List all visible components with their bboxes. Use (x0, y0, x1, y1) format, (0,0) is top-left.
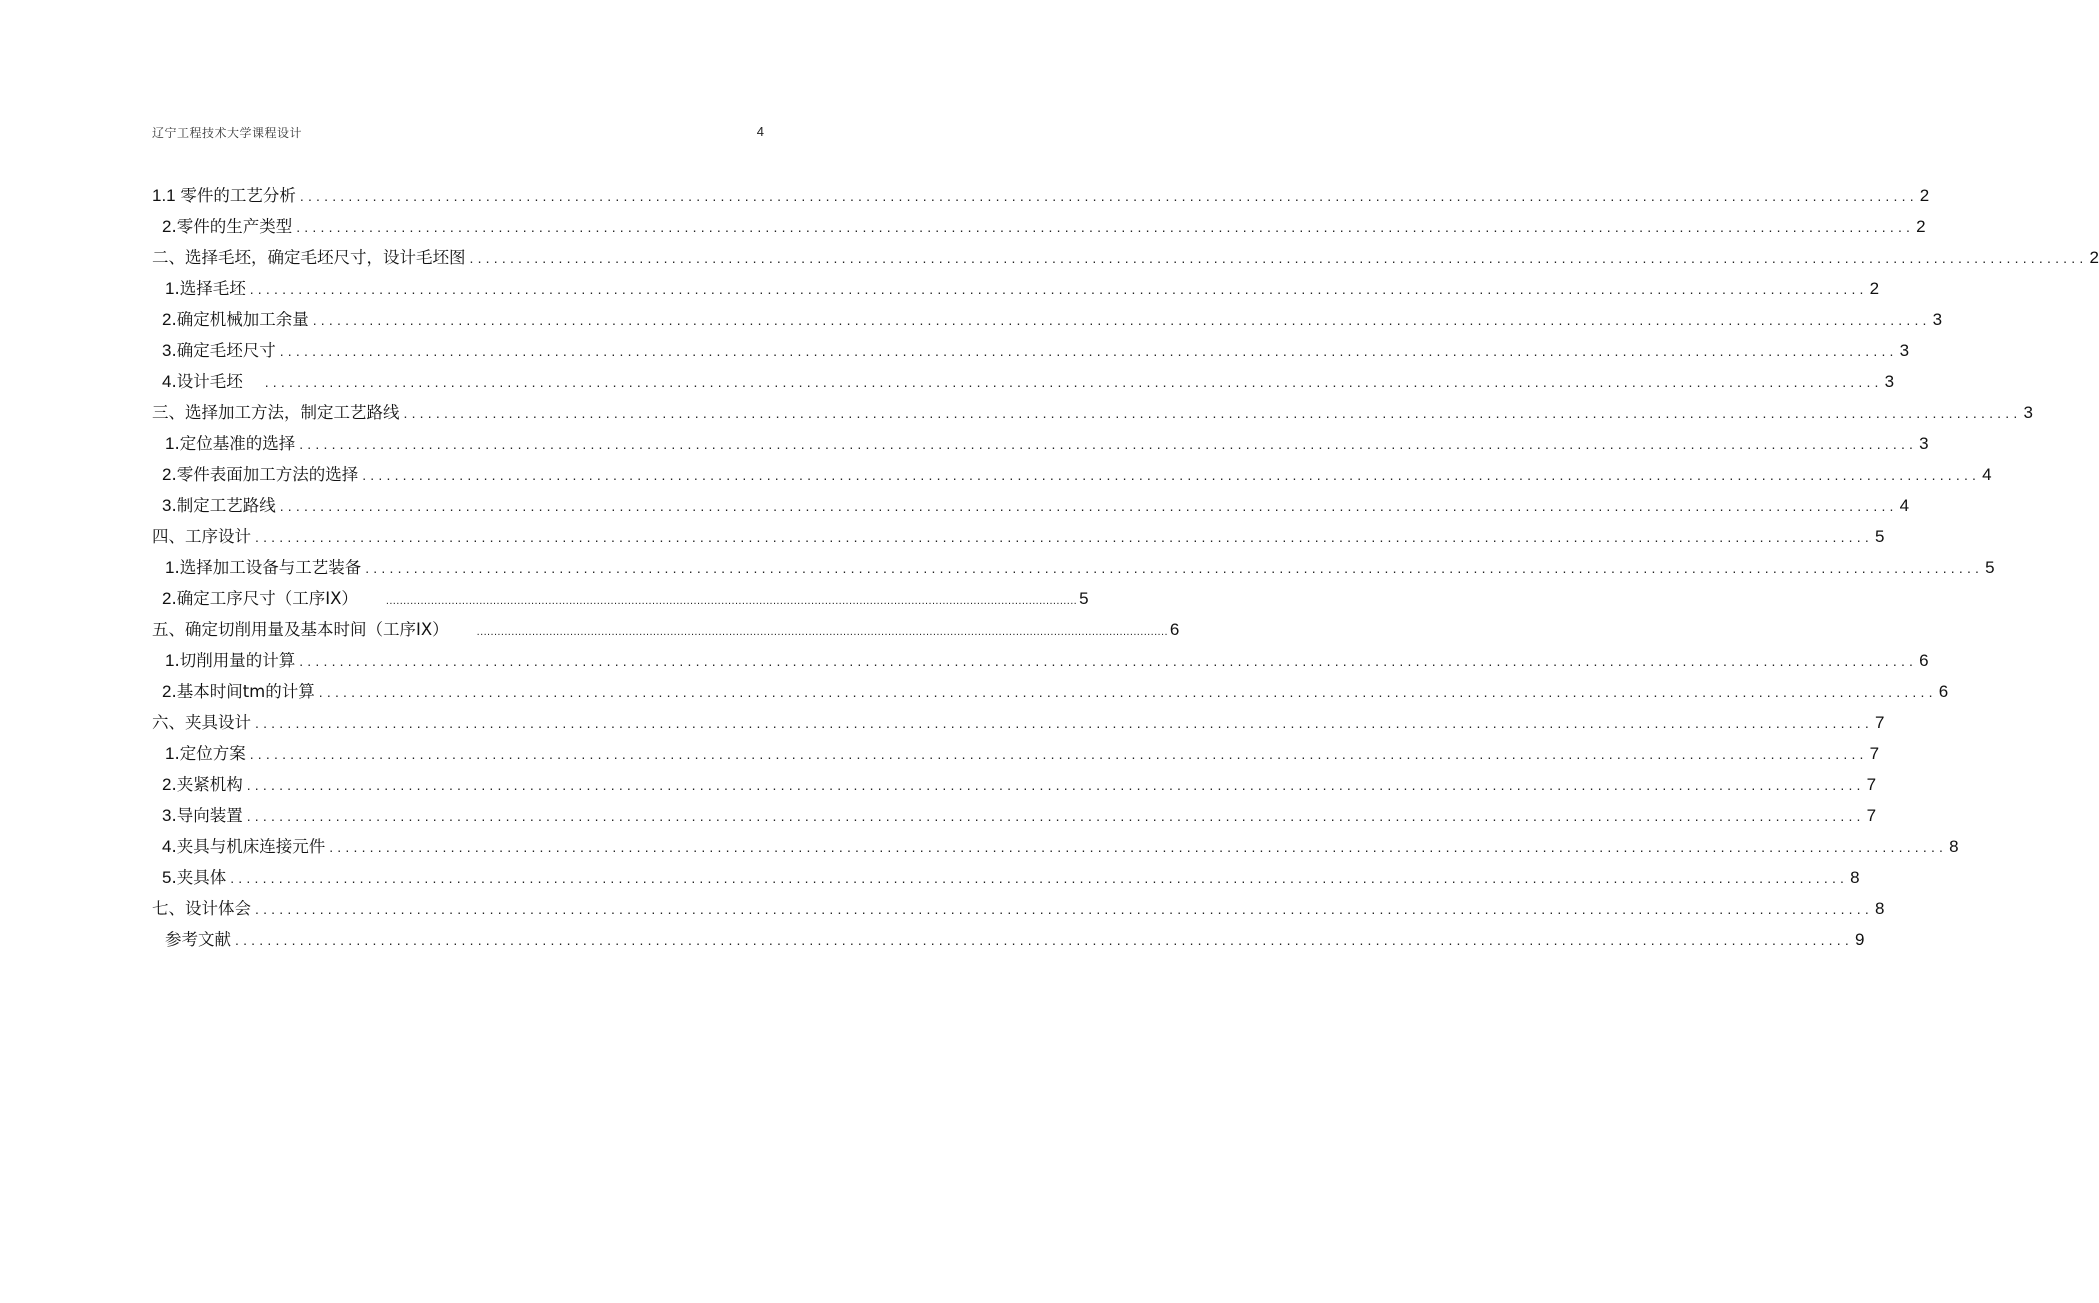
toc-entry-number: 1 (165, 744, 175, 763)
toc-entry[interactable] (162, 307, 1943, 333)
toc-entry-page: 2 (2089, 248, 2099, 267)
dot-leader: ........................................................................................................................................................................................................ (255, 901, 1873, 917)
toc-entry-title: .夹具体 (171, 868, 227, 887)
toc-entry-page: 6 (1169, 620, 1180, 639)
toc-entry-number: 1.1 (152, 186, 181, 205)
dot-leader: ........................................................................................................................................................................................................ (230, 870, 1849, 886)
dot-leader: ........................................................................................................................................................................................................ (476, 626, 1168, 638)
toc-entry-title: 四、工序设计 (152, 527, 251, 546)
dot-leader: ........................................................................................................................................................................................................ (312, 312, 1931, 328)
toc-entry-number: 1 (165, 434, 175, 453)
toc-entry-title: .确定工序尺寸（工序IX） (171, 589, 358, 608)
header-title: 辽宁工程技术大学课程设计 (152, 126, 303, 140)
toc-entry-page: 2 (1919, 186, 1930, 205)
toc-entry-number: 1 (165, 279, 175, 298)
toc-entry-title: .零件表面加工方法的选择 (171, 465, 359, 484)
toc-entry-number: 4 (162, 837, 172, 856)
dot-leader: ........................................................................................................................................................................................................ (318, 684, 1937, 700)
toc-entry[interactable] (165, 555, 1995, 581)
dot-leader: ........................................................................................................................................................................................................ (403, 405, 2022, 421)
toc-entry[interactable] (152, 896, 1885, 922)
toc-entry-page: 7 (1874, 713, 1885, 732)
dot-leader: ........................................................................................................................................................................................................ (299, 653, 1918, 669)
toc-entry-page: 6 (1919, 651, 1929, 670)
toc-entry-page: 3 (1932, 310, 1943, 329)
toc-entry-page: 5 (1079, 589, 1089, 608)
dot-leader: ........................................................................................................................................................................................................ (469, 250, 2088, 266)
toc-entry-number: 2 (162, 775, 172, 794)
toc-entry[interactable] (162, 493, 1910, 519)
dot-leader: ........................................................................................................................................................................................................ (299, 436, 1918, 452)
toc-entry-page: 7 (1869, 744, 1880, 763)
toc-entry[interactable] (152, 245, 2099, 271)
dot-leader: ........................................................................................................................................................................................................ (362, 467, 1981, 483)
toc-entry[interactable] (165, 431, 1929, 457)
toc-entry-page: 8 (1949, 837, 1959, 856)
toc-entry-title: .零件的生产类型 (171, 217, 293, 236)
toc-entry[interactable] (162, 865, 1860, 891)
toc-entry-title: .设计毛坯 (171, 372, 243, 391)
toc-entry-page: 3 (1899, 341, 1910, 360)
toc-entry-number: 5 (162, 868, 172, 887)
dot-leader: ........................................................................................................................................................................................................ (255, 529, 1873, 545)
dot-leader: ........................................................................................................................................................................................................ (249, 746, 1868, 762)
toc-entry-page: 4 (1982, 465, 1992, 484)
toc-entry[interactable] (162, 586, 1089, 612)
toc-entry-page: 2 (1916, 217, 1926, 236)
toc-entry-number: 3 (162, 496, 172, 515)
toc-entry-title: .导向装置 (171, 806, 243, 825)
dot-leader: ........................................................................................................................................................................................................ (249, 281, 1868, 297)
toc-entry-title: 零件的工艺分析 (180, 186, 296, 205)
toc-entry-number: 2 (162, 465, 172, 484)
toc-entry[interactable] (165, 648, 1929, 674)
toc-entry-page: 9 (1854, 930, 1865, 949)
toc-entry-page: 7 (1866, 775, 1877, 794)
toc-entry-number: 2 (162, 217, 172, 236)
toc-entry-page: 4 (1899, 496, 1910, 515)
toc-entry-title: .定位方案 (174, 744, 246, 763)
toc-entry-title: 七、设计体会 (152, 899, 251, 918)
toc-entry-page: 3 (1884, 372, 1895, 391)
page-header (152, 124, 764, 144)
toc-entry[interactable] (152, 710, 1885, 736)
toc-entry-title: .切削用量的计算 (174, 651, 296, 670)
toc-entry[interactable] (162, 369, 1895, 395)
toc-entry-page: 5 (1985, 558, 1995, 577)
toc-entry-number: 1 (165, 651, 175, 670)
toc-entry-page: 5 (1874, 527, 1885, 546)
toc-entry-page: 8 (1850, 868, 1860, 887)
dot-leader: ........................................................................................................................................................................................................ (299, 188, 1918, 204)
toc-entry-number: 2 (162, 310, 172, 329)
toc-entry-title: .确定毛坯尺寸 (171, 341, 276, 360)
dot-leader: ........................................................................................................................................................................................................ (235, 932, 1853, 948)
toc-entry[interactable] (152, 524, 1885, 550)
dot-leader: ........................................................................................................................................................................................................ (329, 839, 1948, 855)
toc-entry-page: 3 (1919, 434, 1929, 453)
dot-leader: ........................................................................................................................................................................................................ (385, 595, 1078, 607)
toc-entry[interactable] (162, 338, 1910, 364)
dot-leader: ........................................................................................................................................................................................................ (365, 560, 1984, 576)
dot-leader: ........................................................................................................................................................................................................ (246, 777, 1865, 793)
toc-entry[interactable] (162, 214, 1926, 240)
toc-entry-page: 2 (1869, 279, 1880, 298)
toc-entry[interactable] (165, 276, 1880, 302)
toc-entry[interactable] (165, 741, 1880, 767)
toc-entry-title: .确定机械加工余量 (171, 310, 309, 329)
toc-entry-page: 3 (2023, 403, 2033, 422)
dot-leader: ........................................................................................................................................................................................................ (255, 715, 1873, 731)
toc-entry-title: .基本时间tm的计算 (171, 682, 315, 701)
header-page-number: 4 (756, 124, 764, 139)
toc-entry[interactable] (162, 462, 1992, 488)
dot-leader: ........................................................................................................................................................................................................ (246, 808, 1865, 824)
toc-entry-number: 3 (162, 341, 172, 360)
toc-entry[interactable] (152, 400, 2033, 426)
toc-entry-title: 二、选择毛坯，确定毛坯尺寸，设计毛坯图 (152, 248, 466, 267)
toc-entry[interactable] (162, 679, 1949, 705)
toc-entry-title: 六、夹具设计 (152, 713, 251, 732)
toc-entry-number: 1 (165, 558, 175, 577)
dot-leader: ........................................................................................................................................................................................................ (264, 374, 1883, 390)
toc-entry-number: 4 (162, 372, 172, 391)
toc-entry-title: .定位基准的选择 (174, 434, 296, 453)
toc-entry-title: .夹紧机构 (171, 775, 243, 794)
dot-leader: ........................................................................................................................................................................................................ (279, 498, 1898, 514)
toc-entry-title: .制定工艺路线 (171, 496, 276, 515)
toc-entry-page: 8 (1874, 899, 1885, 918)
toc-entry-title: 五、确定切削用量及基本时间（工序IX） (152, 620, 449, 639)
toc-entry-title: 三、选择加工方法，制定工艺路线 (152, 403, 400, 422)
toc-entry-title: .选择加工设备与工艺装备 (174, 558, 362, 577)
toc-entry[interactable] (165, 927, 1865, 953)
dot-leader: ........................................................................................................................................................................................................ (296, 219, 1915, 235)
toc-entry-title: .选择毛坯 (174, 279, 246, 298)
toc-entry[interactable] (152, 617, 1180, 643)
toc-entry-title: .夹具与机床连接元件 (171, 837, 326, 856)
toc-entry[interactable] (162, 834, 1959, 860)
toc-entry-page: 6 (1938, 682, 1949, 701)
toc-entry-title: 参考文献 (165, 930, 231, 949)
toc-entry-number: 3 (162, 806, 172, 825)
toc-entry[interactable] (152, 183, 1930, 209)
toc-entry-number: 2 (162, 589, 172, 608)
toc-entry[interactable] (162, 803, 1877, 829)
toc-entry-number: 2 (162, 682, 172, 701)
toc-entry-page: 7 (1866, 806, 1877, 825)
dot-leader: ........................................................................................................................................................................................................ (279, 343, 1898, 359)
toc-entry[interactable] (162, 772, 1877, 798)
